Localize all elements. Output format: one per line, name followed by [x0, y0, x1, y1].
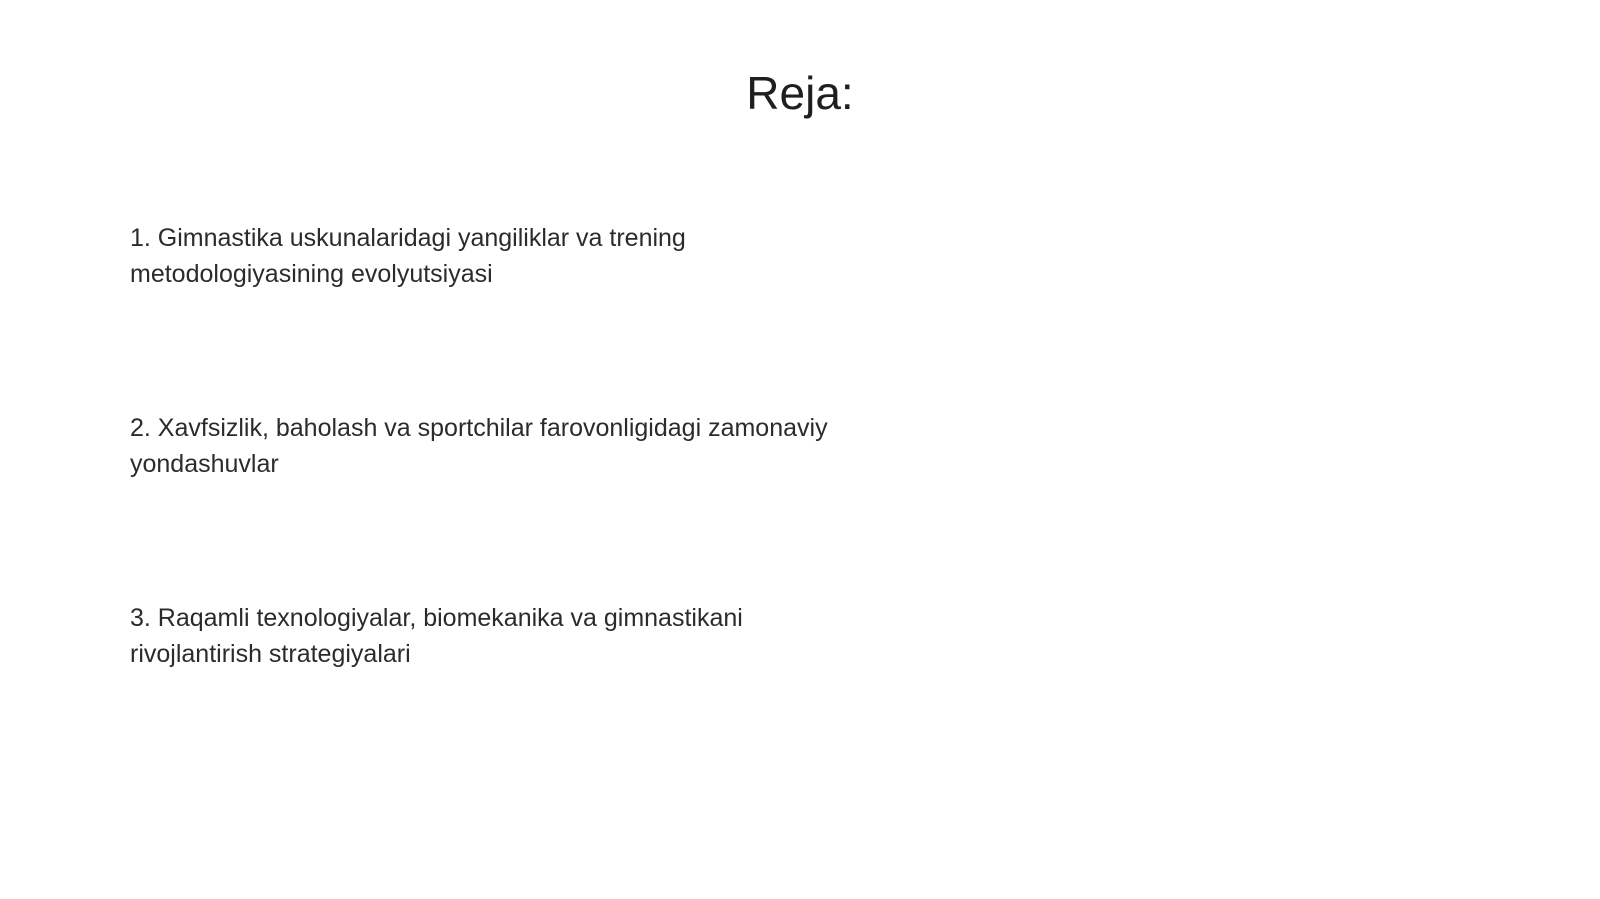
slide-title: Reja:	[746, 67, 854, 119]
plan-item-3: 3. Raqamli texnologiyalar, biomekanika va gimnastikani rivojlantirish strategiyalari	[130, 604, 743, 668]
plan-list	[130, 220, 830, 790]
plan-item-1: 1. Gimnastika uskunalaridagi yangiliklar va trening metodologiyasining evolyutsiyasi	[130, 224, 686, 288]
plan-item-2: 2. Xavfsizlik, baholash va sportchilar farovonligidagi zamonaviy yondashuvlar	[130, 414, 828, 478]
